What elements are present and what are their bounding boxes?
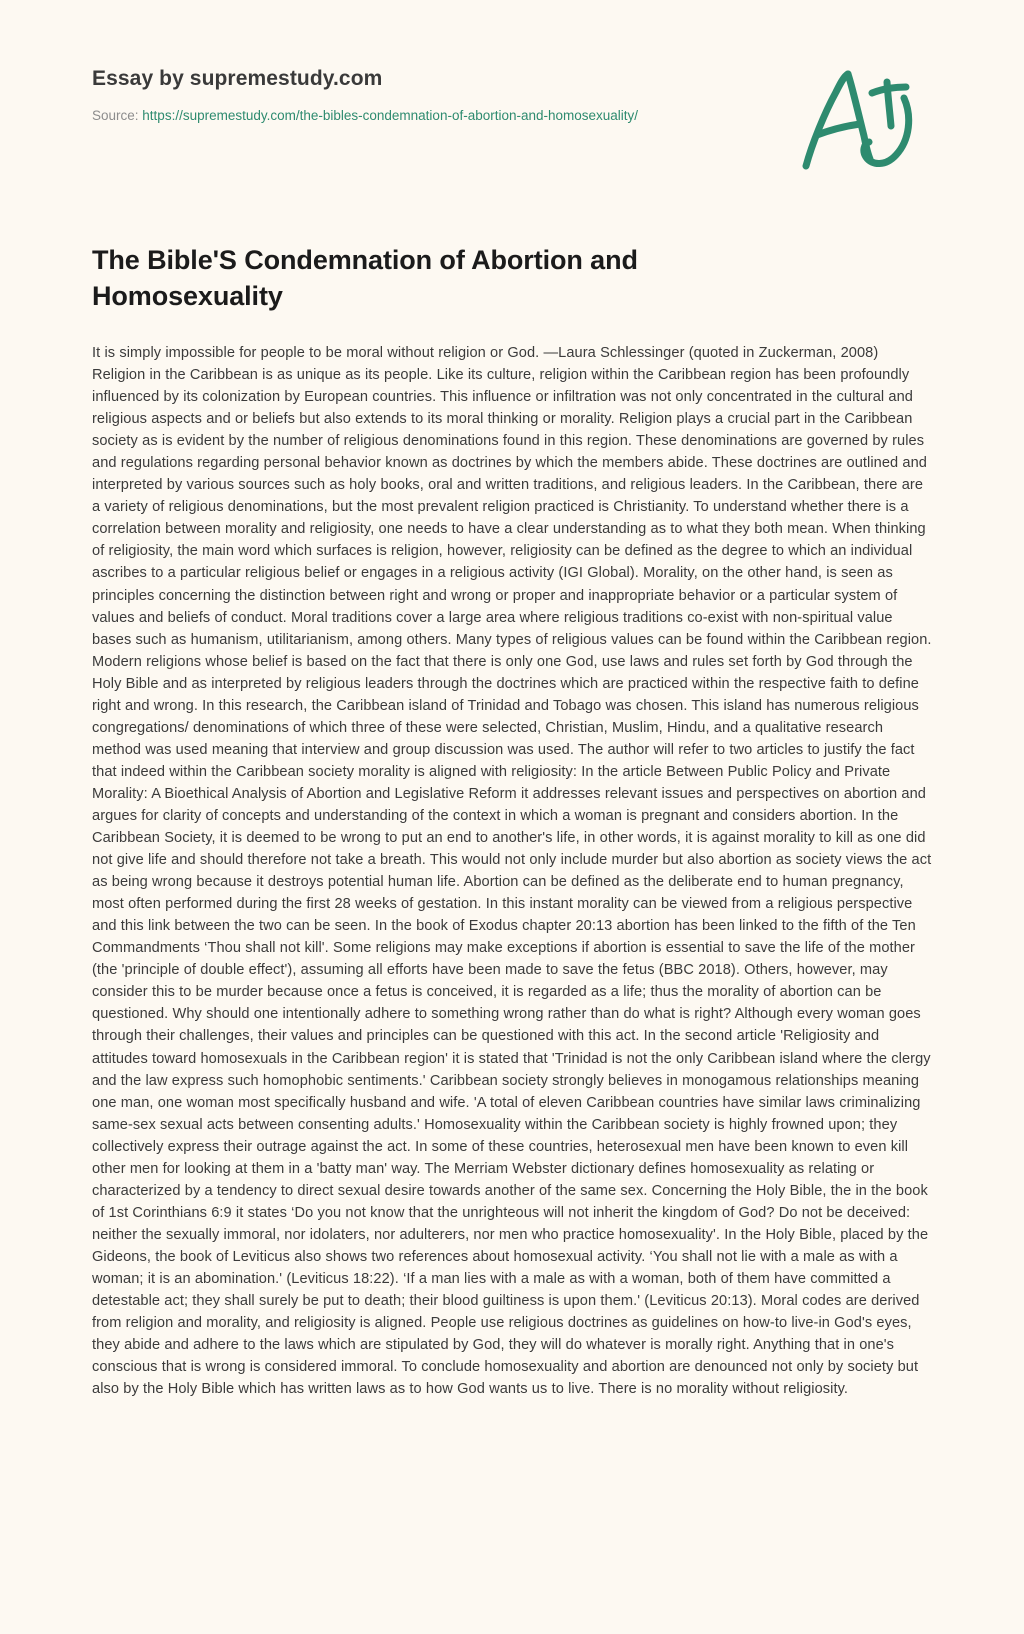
page-title: The Bible'S Condemnation of Abortion and Homosexuality: [92, 245, 638, 311]
brand-logo[interactable]: [790, 62, 920, 177]
source-url-link[interactable]: https://supremestudy.com/the-bibles-condemnation-of-abortion-and-homosexuality/: [142, 108, 639, 124]
page-header: [0, 0, 1024, 200]
source-line: [92, 108, 792, 125]
header-text-block: [92, 66, 792, 125]
a-plus-logo-icon: [790, 62, 920, 177]
source-label: Source:: [92, 108, 139, 124]
essay-attribution: Essay by supremestudy.com: [92, 67, 383, 90]
essay-body-text: It is simply impossible for people to be moral without religion or God. —Laura Schlessinger (quoted in Zuckerman, 2008) Religion in the Caribbean is as unique as its people. Like its culture, religion within the Caribbean region has been profoundly influenced by its colonization by European countries. This influence or infiltration was not only concentrated in the cultural and religious aspects and or beliefs but also extends to its moral thinking or morality. Religion plays a crucial part in the Caribbean society as is evident by the number of religious denominations found in this region. These denominations are governed by rules and regulations regarding personal behavior known as doctrines by which the members abide. These doctrines are outlined and interpreted by various sources such as holy books, oral and written traditions, and religious leaders. In the Caribbean, there are a variety of religious denominations, but the most prevalent religion practiced is Christianity. To understand whether there is a correlation between morality and religiosity, one needs to have a clear understanding as to what they both mean. When thinking of religiosity, the main word which surfaces is religion, however, religiosity can be defined as the degree to which an individual ascribes to a particular religious belief or engages in a religious activity (IGI Global). Morality, on the other hand, is seen as principles concerning the distinction between right and wrong or proper and inappropriate behavior or a particular system of values and beliefs of conduct. Moral traditions cover a large area where religious traditions co-exist with non-spiritual value bases such as humanism, utilitarianism, among others. Many types of religious values can be found within the Caribbean region. Modern religions whose belief is based on the fact that there is only one God, use laws and rules set forth by God through the Holy Bible and as interpreted by religious leaders through the doctrines which are practiced within the respective faith to define right and wrong. In this research, the Caribbean island of Trinidad and Tobago was chosen. This island has numerous religious congregations/ denominations of which three of these were selected, Christian, Muslim, Hindu, and a qualitative research method was used meaning that interview and group discussion was used. The author will refer to two articles to justify the fact that indeed within the Caribbean society morality is aligned with religiosity: In the article Between Public Policy and Private Morality: A Bioethical Analysis of Abortion and Legislative Reform it addresses relevant issues and perspectives on abortion and argues for clarity of concepts and understanding of the context in which a woman is pregnant and considers abortion. In the Caribbean Society, it is deemed to be wrong to put an end to another's life, in other words, it is against morality to kill as one did not give life and should therefore not take a breath. This would not only include murder but also abortion as society views the act as being wrong because it destroys potential human life. Abortion can be defined as the deliberate end to human pregnancy, most often performed during the first 28 weeks of gestation. In this instant morality can be viewed from a religious perspective and this link between the two can be seen. In the book of Exodus chapter 20:13 abortion has been linked to the fifth of the Ten Commandments ‘Thou shall not kill'. Some religions may make exceptions if abortion is essential to save the life of the mother (the 'principle of double effect'), assuming all efforts have been made to save the fetus (BBC 2018). Others, however, may consider this to be murder because once a fetus is conceived, it is regarded as a life; thus the morality of abortion can be questioned. Why should one intentionally adhere to something wrong rather than do what is right? Although every woman goes through their challenges, their values and principles can be questioned with this act. In the second article 'Religiosity and attitudes toward homosexuals in the Caribbean region' it is stated that 'Trinidad is not the only Caribbean island where the clergy and the law express such homophobic sentiments.' Caribbean society strongly believes in monogamous relationships meaning one man, one woman most specifically husband and wife. 'A total of eleven Caribbean countries have similar laws criminalizing same-sex sexual acts between consenting adults.' Homosexuality within the Caribbean society is highly frowned upon; they collectively express their outrage against the act. In some of these countries, heterosexual men have been known to even kill other men for looking at them in a 'batty man' way. The Merriam Webster dictionary defines homosexuality as relating or characterized by a tendency to direct sexual desire towards another of the same sex. Concerning the Holy Bible, the in the book of 1st Corinthians 6:9 it states ‘Do you not know that the unrighteous will not inherit the kingdom of God? Do not be deceived: neither the sexually immoral, nor idolaters, nor adulterers, nor men who practice homosexuality'. In the Holy Bible, placed by the Gideons, the book of Leviticus also shows two references about homosexual activity. ‘You shall not lie with a male as with a woman; it is an abomination.' (Leviticus 18:22). ‘If a man lies with a male as with a woman, both of them have committed a detestable act; they shall surely be put to death; their blood guiltiness is upon them.' (Leviticus 20:13). Moral codes are derived from religion and morality, and religiosity is aligned. People use religious doctrines as guidelines on how-to live-in God's eyes, they abide and adhere to the laws which are stipulated by God, they will do whatever is morally right. Anything that in one's conscious that is wrong is considered immoral. To conclude homosexuality and abortion are denounced not only by society but also by the Holy Bible which has written laws as to how God wants us to live. There is no morality without religiosity.: [92, 345, 932, 1398]
